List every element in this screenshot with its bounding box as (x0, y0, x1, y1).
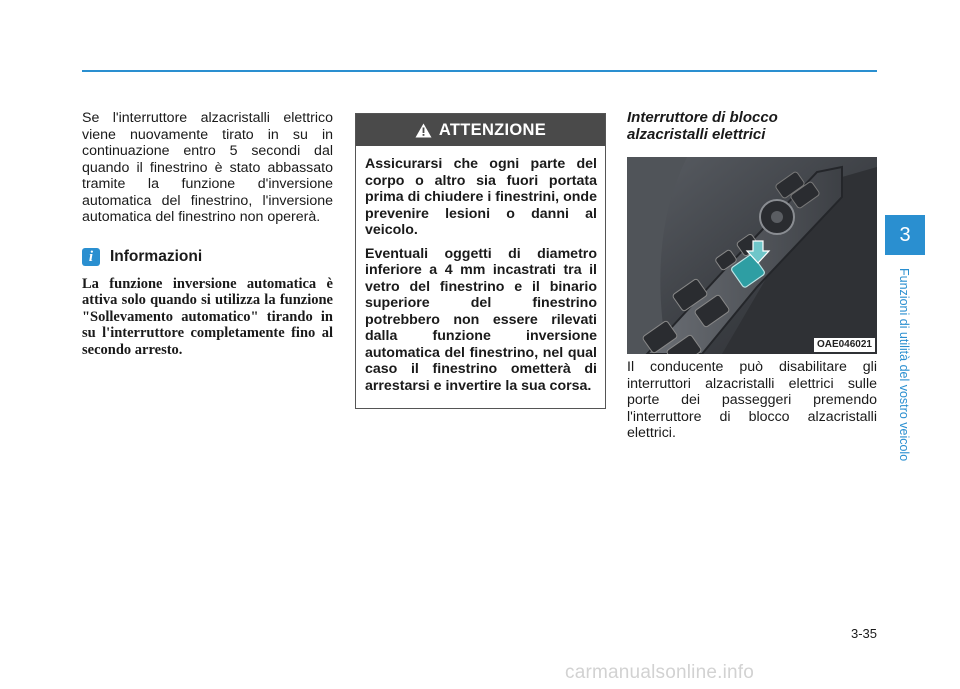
section-subtitle-line-1: Interruttore di blocco (627, 109, 778, 126)
info-body: La funzione inversione automatica è attiva solo quando si utilizza la funzione "Sollevamento automatico" tirando in su l'interruttore completamente fino al secondo arresto. (82, 275, 333, 358)
window-lock-switch-photo (627, 157, 877, 354)
right-column-heading (627, 110, 877, 143)
warning-paragraph-1: Assicurarsi che ogni parte del corpo o altro sia fuori portata prima di chiudere i finestrini, onde prevenire lesioni o danni al veicolo. (365, 156, 597, 238)
door-panel-illustration (627, 157, 877, 354)
header-rule (82, 70, 877, 72)
chapter-title-vertical: Funzioni di utilità del vostro veicolo (897, 268, 911, 462)
section-subtitle-line-2: alzacristalli elettrici (627, 125, 766, 143)
warning-header (356, 114, 605, 146)
warning-paragraph-2: Eventuali oggetti di diametro inferiore a 4 mm incastrati tra il vetro del finestrino e il binario superiore del finestrino potrebbero non essere rilevati dalla funzione inversione automatica del finestrino, nel qual caso il finestrino ometterà di arrestarsi e invertire la sua corsa. (365, 245, 597, 394)
body-paragraph-right: Il conducente può disabilitare gli interruttori alzacristalli elettrici sulle porte dei passeggeri premendo l'interruttore di blocco alzacristalli elettrici. (627, 359, 877, 441)
warning-box (355, 113, 606, 409)
info-heading (82, 248, 333, 266)
warning-triangle-icon (415, 123, 432, 138)
body-paragraph: Se l'interruttore alzacristalli elettrico viene nuovamente tirato in su in continuazione entro 5 secondi dal quando il finestrino è stato abbassato tramite la funzione d'inversione automatica del finestrino, l'inversione automatica del finestrino non opererà. (82, 110, 333, 225)
warning-content (356, 146, 605, 394)
right-column-text (627, 359, 877, 442)
image-code: OAE046021 (814, 338, 875, 352)
chapter-tab: 3 (885, 215, 925, 255)
info-title: Informazioni (110, 247, 203, 265)
watermark: carmanualsonline.info (565, 662, 755, 683)
info-icon: i (82, 248, 100, 266)
left-column (82, 110, 333, 358)
page-number: 3-35 (850, 626, 877, 641)
warning-title: ATTENZIONE (438, 120, 547, 139)
